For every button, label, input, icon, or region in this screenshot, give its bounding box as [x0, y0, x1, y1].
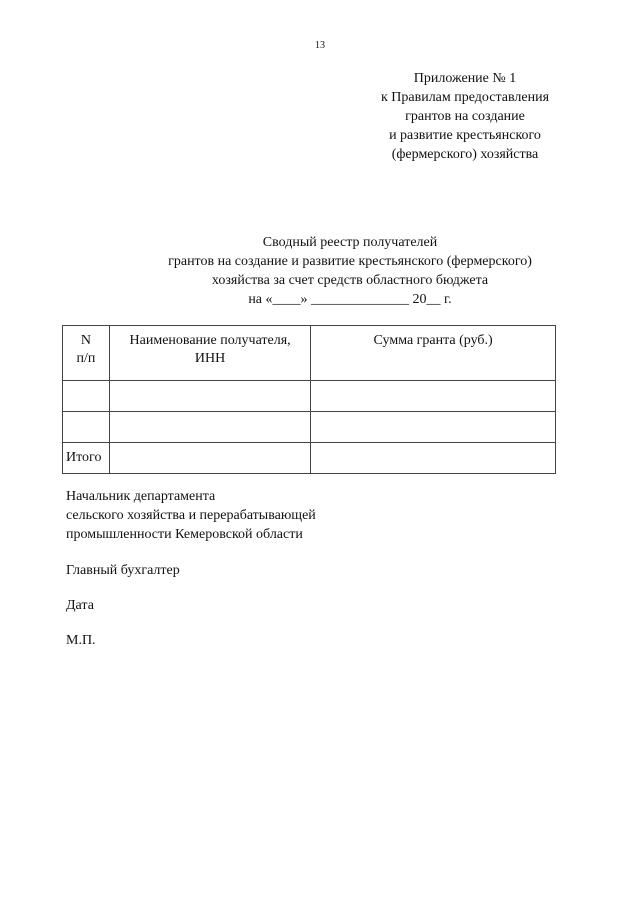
appendix-line: Приложение № 1 [413, 71, 517, 86]
header-amount [311, 326, 556, 381]
header-recipient-line2: ИНН [194, 351, 226, 366]
table-cell [109, 412, 310, 443]
header-recipient [109, 326, 310, 381]
department-head-line: промышленности Кемеровской области [66, 527, 303, 542]
title-line: хозяйства за счет средств областного бюджета [211, 273, 489, 288]
table-total-row [63, 443, 556, 474]
table-cell [63, 381, 110, 412]
document-title [130, 233, 570, 309]
header-number-line1: N [80, 333, 92, 348]
appendix-heading [360, 69, 570, 164]
appendix-line: (фермерского) хозяйства [391, 147, 539, 162]
table-row [63, 381, 556, 412]
table-cell [311, 412, 556, 443]
total-label: Итого [63, 443, 110, 474]
header-amount-label: Сумма гранта (руб.) [373, 333, 493, 348]
header-number-line2: п/п [76, 351, 96, 366]
table-cell [311, 381, 556, 412]
registry-table [62, 325, 556, 474]
header-recipient-line1: Наименование получателя, [129, 333, 291, 348]
stamp-label: М.П. [66, 633, 96, 648]
table-row [63, 412, 556, 443]
table-cell [109, 381, 310, 412]
table-cell [311, 443, 556, 474]
department-head-line: Начальник департамента [66, 489, 216, 504]
table-cell [63, 412, 110, 443]
signature-block [66, 487, 466, 650]
appendix-line: и развитие крестьянского [389, 128, 541, 143]
header-number [63, 326, 110, 381]
department-head-line: сельского хозяйства и перерабатывающей [66, 508, 316, 523]
page-number: 13 [315, 40, 325, 51]
date-label: Дата [66, 598, 94, 613]
title-line: Сводный реестр получателей [262, 235, 438, 250]
table-header-row [63, 326, 556, 381]
title-date-line: на «____» ______________ 20__ г. [248, 292, 452, 307]
table-cell [109, 443, 310, 474]
appendix-line: грантов на создание [405, 109, 525, 124]
appendix-line: к Правилам предоставления [380, 90, 550, 105]
title-line: грантов на создание и развитие крестьянского (фермерского) [168, 254, 532, 269]
chief-accountant: Главный бухгалтер [66, 563, 180, 578]
